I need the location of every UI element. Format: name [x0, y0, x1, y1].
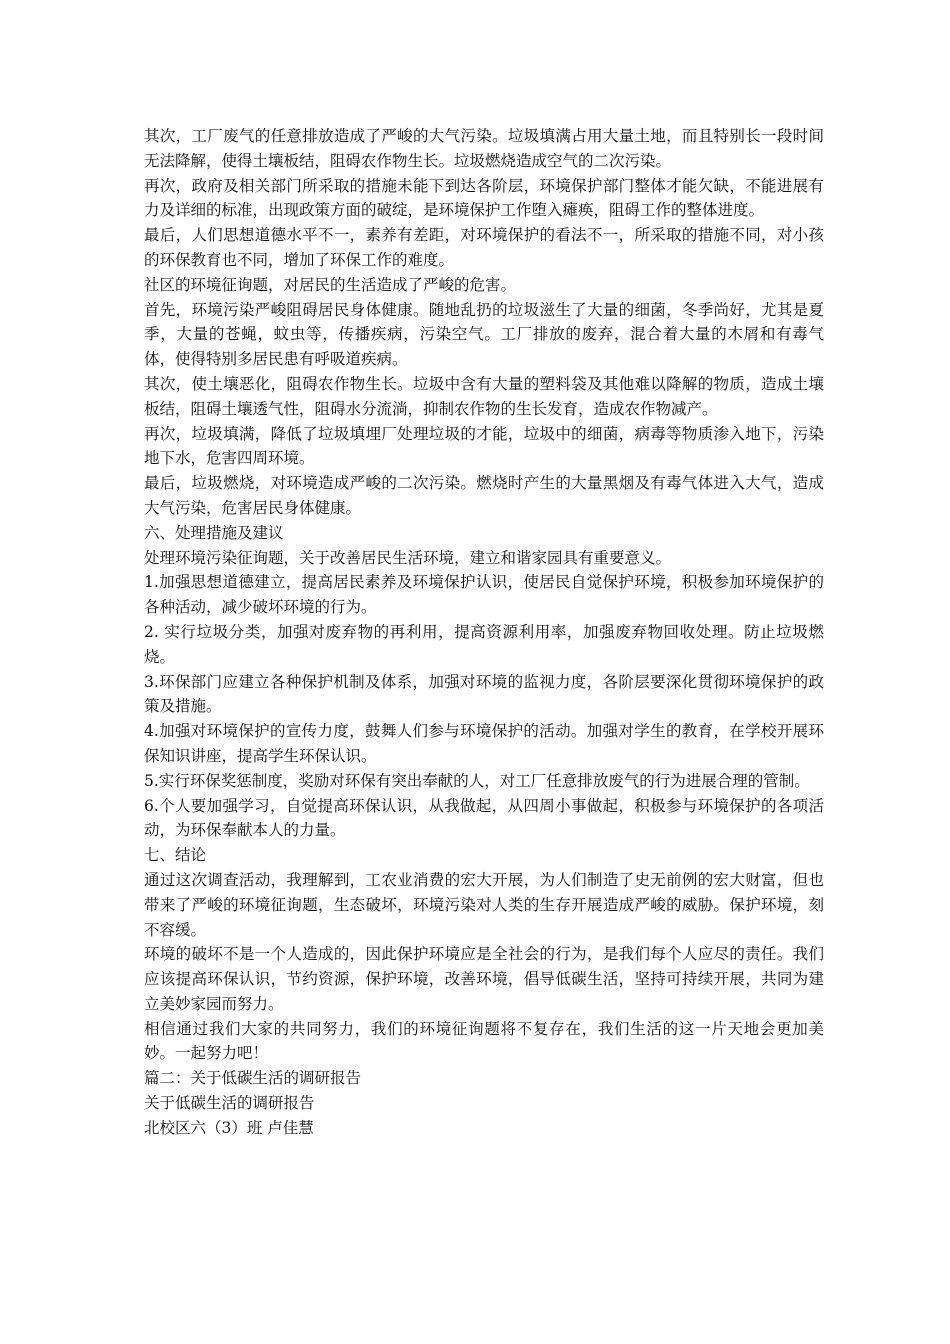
- paragraph: 最后，垃圾燃烧，对环境造成严峻的二次污染。燃烧时产生的大量黑烟及有毒气体进入大气，造成大气污染，危害居民身体健康。: [144, 474, 824, 517]
- paragraph: 其次，工厂废气的任意排放造成了严峻的大气污染。垃圾填满占用大量土地，而且特别长一段时间无法降解，使得土壤板结，阻碍农作物生长。垃圾燃烧造成空气的二次污染。: [144, 127, 824, 170]
- section-heading: 六、处理措施及建议: [144, 523, 284, 542]
- article-title: 关于低碳生活的调研报告: [144, 1094, 315, 1113]
- paragraph: 首先，环境污染严峻阻碍居民身体健康。随地乱扔的垃圾滋生了大量的细菌，冬季尚好，尤其是夏季，大量的苍蝇，蚊虫等，传播疾病，污染空气。工厂排放的废弃，混合着大量的木屑和有毒气体，使得特别多居民患有呼吸道疾病。: [144, 300, 824, 369]
- paragraph: 最后，人们思想道德水平不一，素养有差距，对环境保护的看法不一，所采取的措施不同，对小孩的环保教育也不同，增加了环保工作的难度。: [144, 226, 824, 269]
- paragraph: 再次，政府及相关部门所采取的措施未能下到达各阶层，环境保护部门整体才能欠缺，不能进展有力及详细的标准，出现政策方面的破绽，是环境保护工作堕入瘫痪，阻碍工作的整体进度。: [144, 176, 824, 220]
- paragraph: 相信通过我们大家的共同努力，我们的环境征询题将不复存在，我们生活的这一片天地会更加美妙。一起努力吧！: [144, 1019, 824, 1063]
- paragraph: 其次，使土壤恶化，阻碍农作物生长。垃圾中含有大量的塑料袋及其他难以降解的物质，造成土壤板结，阻碍土壤透气性，阻碍水分流淌，抑制农作物的生长发育，造成农作物减产。: [144, 374, 824, 418]
- paragraph: 处理环境污染征询题，关于改善居民生活环境，建立和谐家园具有重要意义。: [144, 548, 672, 567]
- document-body: [144, 124, 824, 1141]
- list-item: 4.加强对环境保护的宣传力度，鼓舞人们参与环境保护的活动。加强对学生的教育，在学校开展环保知识讲座，提高学生环保认识。: [144, 722, 824, 765]
- section-heading: 七、结论: [144, 846, 207, 865]
- paragraph: 环境的破坏不是一个人造成的，因此保护环境应是全社会的行为，是我们每个人应尽的责任。我们应该提高环保认识，节约资源，保护环境，改善环境，倡导低碳生活，坚持可持续开展，共同为建立美妙家园而努力。: [144, 945, 824, 1013]
- article-heading: 篇二：关于低碳生活的调研报告: [144, 1069, 362, 1088]
- list-item: 6.个人要加强学习，自觉提高环保认识，从我做起，从四周小事做起，积极参与环境保护的各项活动，为环保奉献本人的力量。: [144, 796, 824, 840]
- list-item: 2. 实行垃圾分类，加强对废弃物的再利用，提高资源利用率，加强废弃物回收处理。防止垃圾燃烧。: [144, 622, 824, 666]
- list-item: 5.实行环保奖惩制度，奖励对环保有突出奉献的人，对工厂任意排放废气的行为进展合理的管制。: [144, 771, 810, 790]
- list-item: 3.环保部门应建立各种保护机制及体系，加强对环境的监视力度，各阶层要深化贯彻环境保护的政策及措施。: [144, 672, 824, 716]
- paragraph: 社区的环境征询题，对居民的生活造成了严峻的危害。: [144, 275, 517, 294]
- list-item: 1.加强思想道德建立，提高居民素养及环境保护认识，使居民自觉保护环境，积极参加环境保护的各种活动，减少破坏环境的行为。: [144, 573, 824, 617]
- article-author: 北校区六（3）班 卢佳慧: [144, 1118, 314, 1137]
- paragraph: 再次，垃圾填满，降低了垃圾填埋厂处理垃圾的才能，垃圾中的细菌，病毒等物质渗入地下，污染地下水，危害四周环境。: [144, 424, 824, 468]
- paragraph: 通过这次调查活动，我理解到，工农业消费的宏大开展，为人们制造了史无前例的宏大财富，但也带来了严峻的环境征询题，生态破坏，环境污染对人类的生存开展造成严峻的威胁。保护环境，刻不容缓。: [144, 870, 824, 939]
